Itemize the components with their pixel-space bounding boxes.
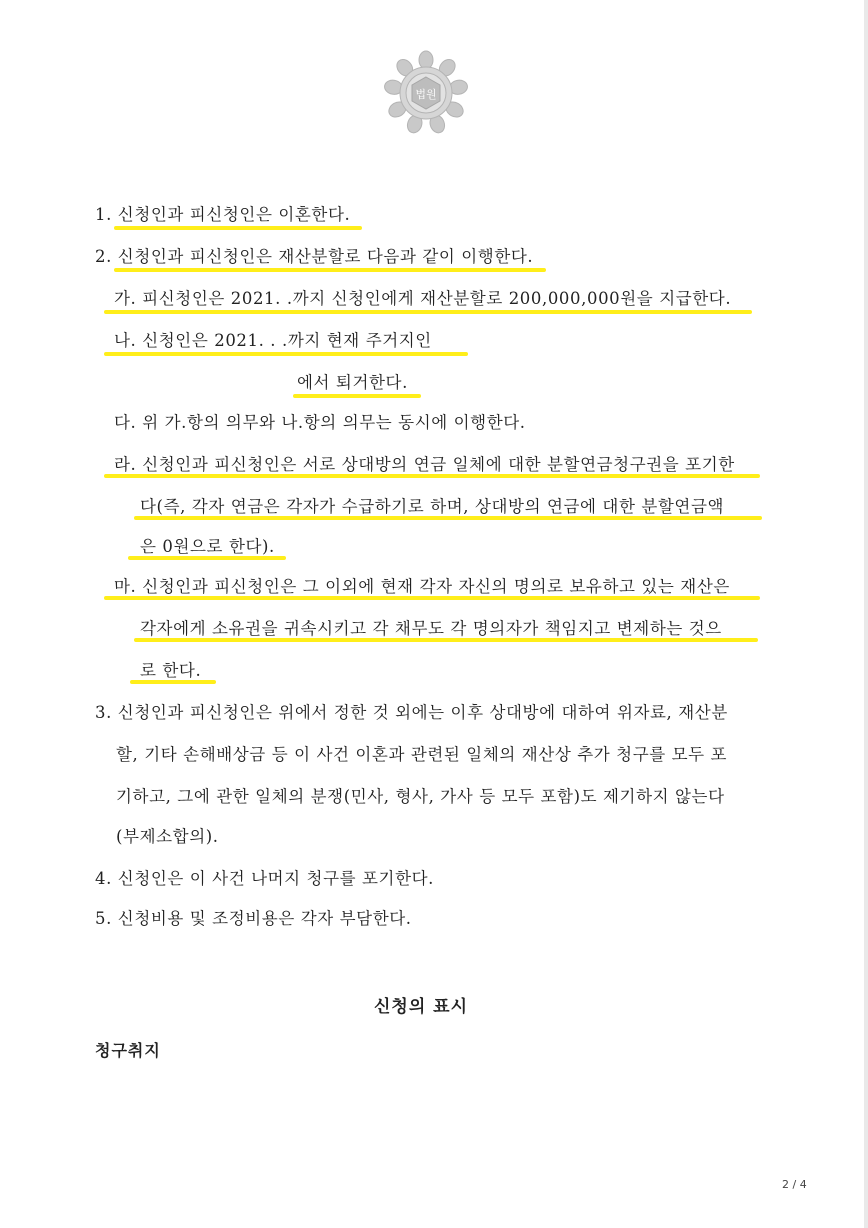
- clause-2-ga: 가. 피신청인은 2021. .까지 신청인에게 재산분할로 200,000,000원을 지급한다.: [114, 289, 732, 308]
- court-seal-icon: [383, 50, 469, 136]
- subsection-title: 청구취지: [95, 1041, 161, 1060]
- clause-1: 1. 신청인과 피신청인은 이혼한다.: [95, 205, 351, 224]
- clause-3-cont-1: 할, 기타 손해배상금 등 이 사건 이혼과 관련된 일체의 재산상 추가 청구를 모두 포: [116, 745, 728, 764]
- clause-2-na: 나. 신청인은 2021. . .까지 현재 주거지인: [114, 331, 432, 350]
- clause-2-na-cont: 에서 퇴거한다.: [297, 373, 408, 392]
- clause-3-cont-3: (부제소합의).: [116, 827, 219, 846]
- highlight: [104, 352, 468, 356]
- clause-2: 2. 신청인과 피신청인은 재산분할로 다음과 같이 이행한다.: [95, 247, 534, 266]
- clause-2-ra-cont-2: 은 0원으로 한다).: [140, 537, 275, 556]
- clause-2-ma-cont-1: 각자에게 소유권을 귀속시키고 각 채무도 각 명의자가 책임지고 변제하는 것으: [140, 619, 722, 638]
- clause-2-da: 다. 위 가.항의 의무와 나.항의 의무는 동시에 이행한다.: [114, 413, 526, 432]
- clause-2-ra: 라. 신청인과 피신청인은 서로 상대방의 연금 일체에 대한 분할연금청구권을 포기한: [114, 455, 735, 474]
- highlight: [104, 310, 752, 314]
- highlight: [114, 268, 546, 272]
- page-number: 2 / 4: [782, 1178, 807, 1191]
- page-edge: [864, 0, 868, 1228]
- svg-text:법원: 법원: [415, 88, 437, 101]
- clause-3-cont-2: 기하고, 그에 관한 일체의 분쟁(민사, 형사, 가사 등 모두 포함)도 제기하지 않는다: [116, 787, 725, 806]
- clause-3: 3. 신청인과 피신청인은 위에서 정한 것 외에는 이후 상대방에 대하여 위자료, 재산분: [95, 703, 728, 722]
- clause-2-ma: 마. 신청인과 피신청인은 그 이외에 현재 각자 자신의 명의로 보유하고 있는 재산은: [114, 577, 730, 596]
- highlight: [114, 226, 362, 230]
- clause-2-ra-cont-1: 다(즉, 각자 연금은 각자가 수급하기로 하며, 상대방의 연금에 대한 분할연금액: [140, 497, 725, 516]
- section-title: 신청의 표시: [374, 997, 469, 1017]
- highlight: [293, 394, 421, 398]
- clause-2-ma-cont-2: 로 한다.: [140, 661, 202, 680]
- clause-4: 4. 신청인은 이 사건 나머지 청구를 포기한다.: [95, 869, 435, 888]
- clause-5: 5. 신청비용 및 조정비용은 각자 부담한다.: [95, 909, 412, 928]
